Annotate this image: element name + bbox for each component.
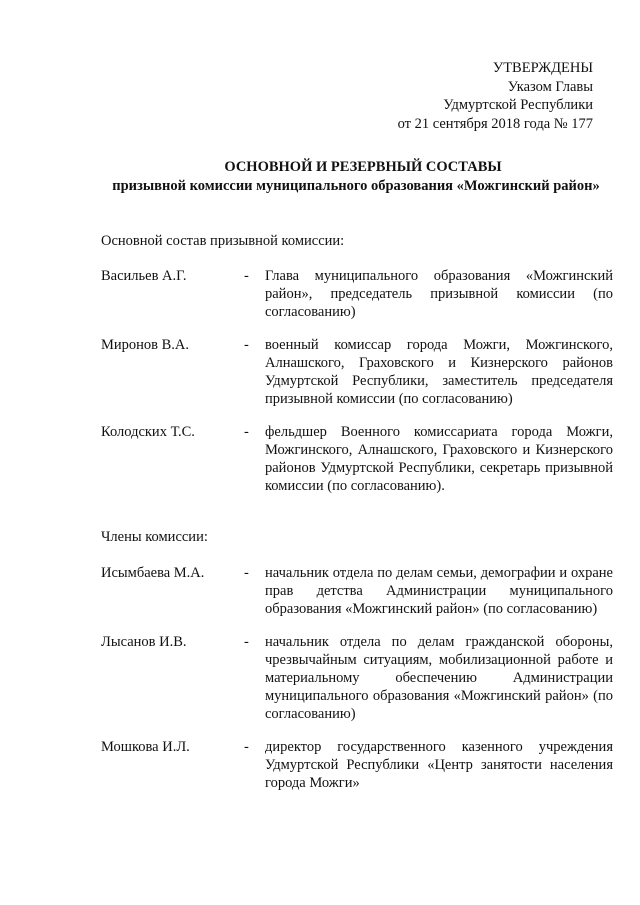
member-name: Лысанов И.В. xyxy=(101,634,187,650)
approval-decree: Указом Главы xyxy=(507,78,593,95)
member-dash: - xyxy=(244,337,249,353)
member-name: Мошкова И.Л. xyxy=(101,739,190,755)
approval-date: от 21 сентября 2018 года № 177 xyxy=(397,115,593,132)
member-dash: - xyxy=(244,268,249,284)
member-name: Васильев А.Г. xyxy=(101,268,187,284)
member-description: Глава муниципального образования «Можгинский район», председатель призывной комиссии (по согласованию) xyxy=(265,268,613,320)
member-dash: - xyxy=(244,739,249,755)
member-description: военный комиссар города Можги, Можгинского, Алнашского, Граховского и Кизнерского районов Удмуртской Республики, заместитель председателя призывной комиссии (по согласованию) xyxy=(265,337,613,407)
title-line-2: призывной комиссии муниципального образования «Можгинский район» xyxy=(112,178,600,194)
member-description: начальник отдела по делам семьи, демографии и охране прав детства Администрации муниципального образования «Можгинский район» (по согласованию) xyxy=(265,565,613,617)
member-description: директор государственного казенного учреждения Удмуртской Республики «Центр занятости населения города Можги» xyxy=(265,739,613,791)
member-description: начальник отдела по делам гражданской обороны, чрезвычайным ситуациям, мобилизационной работе и материальному обеспечению Администрации муниципального образования «Можгинский район» (по согласованию) xyxy=(265,634,613,722)
member-name: Исымбаева М.А. xyxy=(101,565,205,581)
commission-members-label: Члены комиссии: xyxy=(101,529,208,545)
member-dash: - xyxy=(244,424,249,440)
member-name: Миронов В.А. xyxy=(101,337,190,353)
document-title xyxy=(0,158,640,196)
member-dash: - xyxy=(244,565,249,581)
member-description: фельдшер Военного комиссариата города Можги, Можгинского, Алнашского, Граховского и Кизнерского районов Удмуртской Республики, секретарь призывной комиссии (по согласованию). xyxy=(265,424,613,494)
main-section-label: Основной состав призывной комиссии: xyxy=(101,233,345,249)
title-line-1: ОСНОВНОЙ И РЕЗЕРВНЫЙ СОСТАВЫ xyxy=(224,159,502,175)
approval-title: УТВЕРЖДЕНЫ xyxy=(492,60,593,76)
member-name: Колодских Т.С. xyxy=(101,424,195,440)
approval-republic: Удмуртской Республики xyxy=(443,97,593,113)
approval-stamp xyxy=(398,59,593,133)
member-dash: - xyxy=(244,634,249,650)
